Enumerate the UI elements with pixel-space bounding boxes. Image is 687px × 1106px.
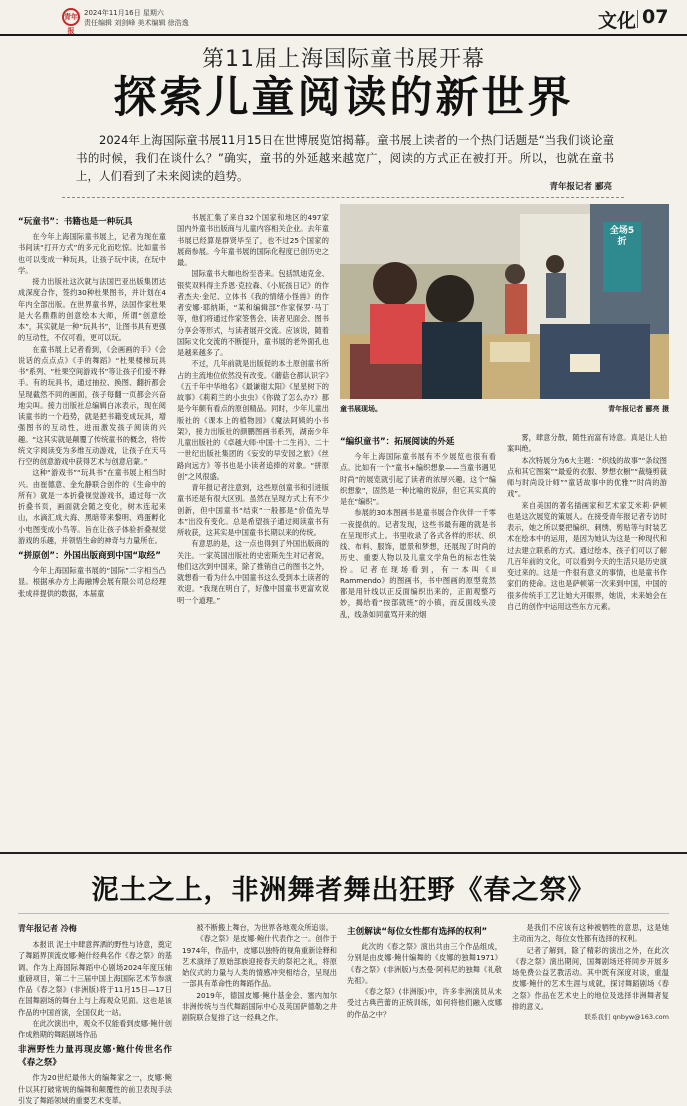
subheading: “拼原创”：外国出版商到中国“取经”	[18, 551, 161, 561]
paragraph: 这种“游戏书”“玩具书”在童书展上相当时兴。由崔德意、金允静联合创作的《生命中的所有》就是一本折叠视觉游戏书，通过每一次折叠书页，画面就会随之变化，树木连起来山，水滴汇成大海、黑暗带来黎明、鸡蛋孵化小电图变成小鸟等。旨在让孩子体验折叠视觉游戏的乐趣，并领悟生命的神奇与力量所在。	[18, 468, 166, 545]
article-column-2	[177, 212, 329, 847]
paragraph: 在童书展上记者看到，《会画画的手》《会说话的点点点》《手的舞蹈》“杜果楼梯玩具书”系列、“杜果空间游戏书”等让孩子们爱不释手。有的玩具书，通过抽拉、换图、翻折都会呈现截然不同的画面，孩子每翻一页都会兴奋地尖叫。接力出版社总编辑白冰表示，现在阅读童书的一个趋势，就是把书籍变成玩具，增强图书的互动性，进而激发孩子阅读的兴趣。“这其实就是颠覆了传统童书的概念，将传统文字阅读变为多维互动游戏，让孩子在天马行空的创意游戏中获得艺术与创意启蒙。”	[18, 344, 166, 466]
story-headline: 探索儿童阅读的新世界	[113, 73, 574, 123]
article-column-3	[340, 432, 496, 847]
paragraph: 本报讯 泥土中肆意挥洒的野性与诗意，奠定了舞蹈界顶流皮娜·鲍什经典名作《春之祭》的基调。作为上海国际舞蹈中心剧场2024年度压轴重磅项目，第二十三届中国上海国际艺术节参演作品《春之祭》(非洲版)将于11月15日—17日在国舞剧场的舞台上与上海观众见面。这也是该作品的中国首演，全国仅此一站。	[18, 940, 172, 1017]
sale-sign: 全场5折	[609, 226, 635, 247]
second-story-column-4	[512, 922, 669, 1012]
page-header	[0, 0, 687, 36]
story-separator	[0, 852, 687, 854]
paragraph: 书展汇集了来自32个国家和地区的497家国内外童书出版商与儿童内容相关企业。去年童书展已经算是群贤毕至了，也不过25个国家的展商参展。今年童书展的国际化程度已创历史之最。	[177, 213, 329, 267]
second-story-headline: 泥土之上，非洲舞者舞出狂野《春之祭》	[91, 875, 596, 906]
paragraph: 国际童书大咖也纷至沓来。包括凯迪克金、银奖双料得主乔恩·克拉森、《小屁孩日记》的作者杰夫·金尼、立体书《我的情绪小怪兽》的作者安娜·耶纳斯，“某和编辑部”作家保罗·马丁等，他们将通过作家签售会、读者见面会、图书分享会等形式，与读者展开交流。应该说，随着国际文化交流的不断提升，童书展的老外面孔也是越来越多了。	[177, 269, 329, 357]
paragraph: 不过，几年前就是出版促的本土原创童书所占的主流地位依然没有改变。《蘑菇仓都认识字》《五千年中华地名》《最谦谢太阳》《星星树下的故事》《莉莉兰的小虫虫》《你做了怎么办?》都是今年颇有看点的原创精品。同时，少年儿童出版社的《课本上的植物园》《魔法阿姨的小书架》，接力出版社的颜鹏图画书系列，湖南少年儿童出版社的《卓越大师·中国·十二生肖》、二十一世纪出版社集团的《妄安的早安园之旅》《丝路向远方》等书也是小读者追捧的对象。“拼原创”之风很盛。	[177, 359, 329, 481]
paragraph: 青年报记者注意到，这些原创童书和引进版童书还是有很大区别。虽然在呈现方式上有不少创新，但中国童书“结束”一般都是“价值先导本”出没有变化。总是希望孩子通过阅读童书有所收获，这其实是中国童书长期以来的传统。	[177, 483, 329, 537]
header-divider	[637, 10, 638, 28]
contact-footer: 联系我们 qnbyw@163.com	[584, 1013, 669, 1021]
paragraph: 在此次演出中，观众不仅能看到皮娜·鲍什创作成熟期的舞蹈剧场作品	[18, 1018, 172, 1039]
header-meta	[84, 8, 344, 28]
paragraph: 在今年上海国际童书展上，记者为现在童书间读“打开方式”的多元化而吃惊。比如童书也可以变成一种玩具，让孩子玩中读，在玩中学。	[18, 232, 166, 275]
story-byline: 青年报记者 郦亮	[549, 182, 612, 192]
divider	[18, 913, 669, 914]
photo-caption: 童书展现场。	[340, 405, 382, 413]
section-title: 文化	[598, 10, 637, 32]
paragraph: 有意思的是，这一点也得到了外国出版商的关注。一家英国出版社的史密斯先生对记者说，他们这次到中国来，除了推销自己的图书之外，就想看一看为什么中国童书这么受到本土读者的欢迎。“我现在明白了，好像中国童书更富欢说明一个道理。”	[177, 539, 329, 605]
paragraph: 《春之祭》是皮娜·鲍什代表作之一。创作于1974年，作品中，皮娜以独特的视角重新诠释和艺术演绎了原始部族迎接春天的祭祀之礼，将原始仪式的力量与人类的情感冲突相结合，呈现出一部具有革命性的舞蹈作品。	[182, 934, 337, 989]
paragraph: 此次的《春之祭》演出共由三个作品组成，分别是由皮娜·鲍什编舞的《皮娜的独舞1971》《春之祭》(非洲版)与杰曼·阿科尼的独舞《礼敬先祖》。	[347, 942, 502, 985]
paragraph: 参展的30本图画书是童书展合作伙伴一千零一夜提供的。记者发现，这些书最有趣的就是书在呈现形式上。书里收录了各式各样的形状、织线、布料、服饰，愿景和梦想，还展现了时尚的历史、重要人物以及儿童文学角色的标志性装扮。记者在现场看到，有一本叫《Il Rammendo》的图画书，书中图画的原型竟然都是用针线以正反面编织出来的，正面观整巧妙，揭给看“按部就班”的小镇，而反面线头凌乱，线条如同童骂开来的烟	[340, 508, 496, 619]
page-number: 07	[642, 6, 669, 28]
paragraph: 是我们不应该有这种被牺牲的意思，这是她主动而为之，每位女性都有选择的权利。	[512, 923, 669, 944]
paragraph: 2019年，德国皮娜·鲍什基金会、塞内加尔非洲传统与当代舞蹈国际中心及英国萨德勒之井剧院联合复排了这一经典之作。	[182, 990, 337, 1022]
paragraph: 接力出版社这次就与法国巴亚出版集团达成深度合作，签约30种杜果图书，并计划在4年内全部出版。在世界童书界，法国作家杜果是大名鼎鼎的创意绘本大师，所谓“创意绘本”，其实就是一种“玩具书”，让图书具有更强的互动性，不仅可看，更可以玩。	[18, 277, 166, 343]
paragraph: 作为20世纪最伟大的编舞家之一，皮娜·鲍什以其打破常规的编舞和颠覆性的前卫表现手法引发了舞蹈领域的重要艺术变革。	[18, 1073, 172, 1105]
paragraph: 被不断搬上舞台，为世界各地观众所追崇。	[196, 923, 333, 932]
paragraph: 本次特展分为6大主题：“织线的故事”“条纹图点和其它图案”“最爱的衣服、梦想衣橱”“裁缝剪裁师与时尚设计师”“童话故事中的优雅”“时尚的游戏”。	[507, 455, 667, 499]
book-fair-photo	[340, 204, 669, 399]
second-story-column-2	[182, 922, 337, 1022]
subheading: 非洲野性力量再现皮娜·鲍什传世名作《春之祭》	[18, 1045, 172, 1069]
paragraph: 今年上海国际童书展的“国际”二字相当凸显。根据承办方上海融博会展有限公司总经理张成祥提供的数据，本届童	[18, 566, 166, 598]
editors-credit: 责任编辑 刘剑峰 美术编辑 徐浩逸	[84, 19, 189, 27]
paragraph: 今年上海国际童书展有不少展览也很有看点。比如有一个“童书+编织想象——当童书遇见时尚”的展览就引起了读者的浓厚兴趣。这个“编织想象”，固然是一种比喻的说辞，但它其实真的是在“编织”。	[340, 452, 496, 506]
story-lede: 2024年上海国际童书展11月15日在世博展览馆揭幕。童书展上读者的一个热门话题是“当我们谈论童书的时候，我们在谈什么？”确实，童书的外延越来越宽广，阅读的方式正在被打开。所以，也就在童书上，人们看到了未来阅读的趋势。	[76, 133, 614, 183]
paragraph: 来自美国的著名插画家和艺术家艾米莉·萨顿也是这次展览的策展人。在接受青年报记者专访时表示，她之所以要把编织、刺绣、剪贴等与时装艺术在绘本中的运用，是因为她认为这是一种现代和过去建立联系的方式。通过绘本，孩子们可以了解几百年前的文化，可以看到今天的生活只是历史演变过来的。这是一件很有意义的事情，也是童书作家们的使命。这也是萨顿第一次来到中国，中国的很多传统手工艺让她大开眼界，她说，未来她会在自己的创作中运用这些东方元素。	[507, 500, 667, 611]
paragraph: 雾，肆意分散，随性而富有诗意。真是让人拍案叫绝。	[507, 433, 667, 454]
second-story-byline: 青年报记者 冷梅	[18, 924, 77, 933]
article-column-1	[18, 212, 166, 847]
second-story-column-1	[18, 922, 172, 1105]
second-story-column-1-body	[18, 939, 172, 1106]
subheading: “玩童书”：书籍也是一种玩具	[18, 217, 133, 227]
divider	[62, 197, 624, 198]
subheading: “编织童书”：拓展阅读的外延	[340, 437, 455, 447]
paragraph: 记者了解到，除了精彩的演出之外，在此次《春之祭》演出期间，国舞剧场还将同步开展多场免费公益艺教活动。其中既有深度对谈，重温皮娜·鲍什的艺术生涯与成就，探讨舞蹈剧场《春之祭》作品在艺术史上的地位及选择非洲舞者复排的意义。	[512, 945, 669, 1011]
issue-date: 2024年11月16日 星期六	[84, 9, 164, 17]
subheading: 主创解读“每位女性都有选择的权利”	[347, 927, 488, 937]
second-story-column-3	[347, 922, 502, 1019]
photo-credit: 青年报记者 郦亮 摄	[608, 405, 669, 413]
article-column-4	[507, 432, 667, 847]
paragraph: 《春之祭》(非洲版)中，许多非洲演员从未受过古典芭蕾的正统训练，如何将他们融入皮娜的作品之中？	[347, 987, 502, 1019]
newspaper-logo: 青年报	[62, 8, 80, 26]
story-kicker: 第11届上海国际童书展开幕	[202, 47, 485, 72]
